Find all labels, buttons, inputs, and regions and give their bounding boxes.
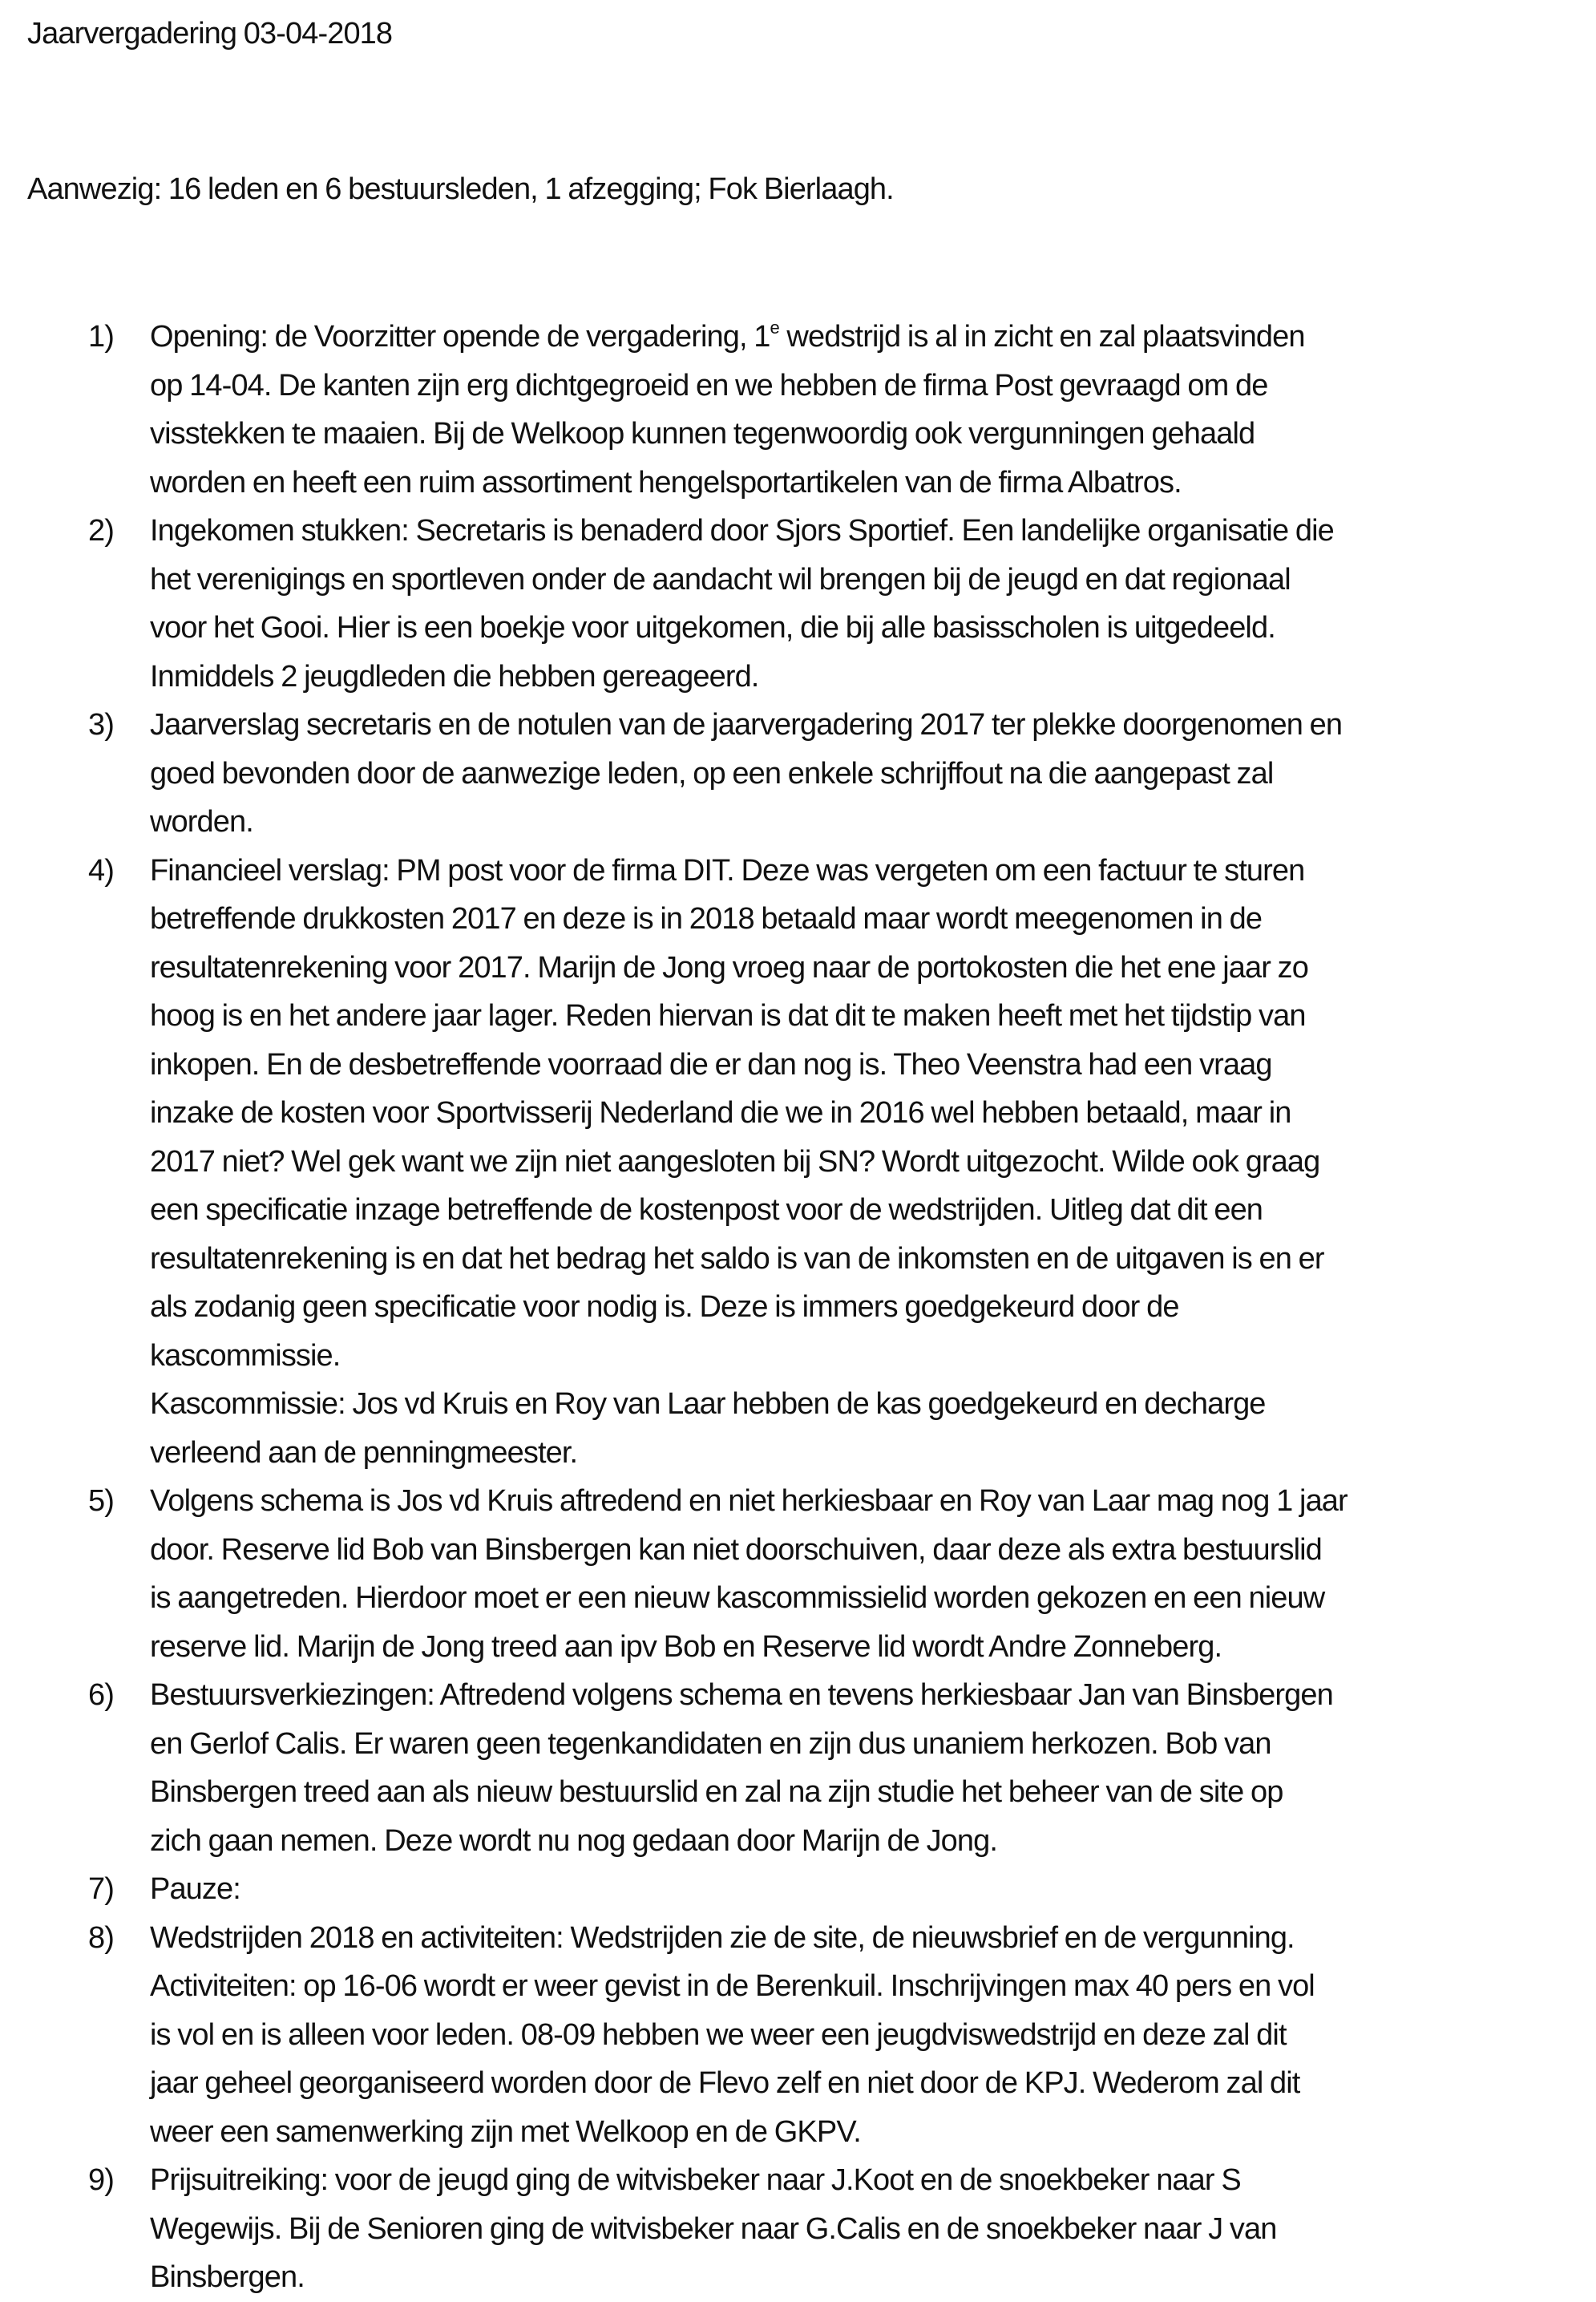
attendance-line: Aanwezig: 16 leden en 6 bestuursleden, 1 afzegging; Fok Bierlaagh. bbox=[27, 172, 894, 206]
text-line bbox=[150, 1477, 1596, 1526]
text-line bbox=[150, 1962, 1596, 2011]
agenda-item-text bbox=[150, 1865, 1596, 1914]
text-segment: is vol en is alleen voor leden. 08-09 hebben we weer een jeugdviswedstrijd en deze zal dit bbox=[150, 2017, 1287, 2052]
text-segment: Binsbergen. bbox=[150, 2260, 305, 2294]
text-segment: reserve lid. Marijn de Jong treed aan ipv Bob en Reserve lid wordt Andre Zonneberg. bbox=[150, 1629, 1222, 1664]
text-line bbox=[150, 847, 1596, 896]
agenda-item-text bbox=[150, 847, 1596, 1478]
text-segment: resultatenrekening is en dat het bedrag het saldo is van de inkomsten en de uitgaven is en er bbox=[150, 1241, 1324, 1276]
text-segment: resultatenrekening voor 2017. Marijn de Jong vroeg naar de portokosten die het ene jaar zo bbox=[150, 950, 1308, 985]
text-line bbox=[150, 1380, 1596, 1429]
agenda-item-number: 9) bbox=[88, 2163, 114, 2197]
text-segment: worden en heeft een ruim assortiment hengelsportartikelen van de firma Albatros. bbox=[150, 465, 1182, 500]
agenda-item-text bbox=[150, 1914, 1596, 2157]
text-line bbox=[150, 1623, 1596, 1672]
text-line bbox=[150, 1089, 1596, 1138]
agenda-item-number: 4) bbox=[88, 853, 114, 888]
text-segment: kascommissie. bbox=[150, 1338, 341, 1373]
text-segment: een specificatie inzage betreffende de kostenpost voor de wedstrijden. Uitleg dat dit een bbox=[150, 1193, 1263, 1227]
text-line bbox=[150, 1720, 1596, 1769]
text-line bbox=[150, 1332, 1596, 1381]
text-segment: Ingekomen stukken: Secretaris is benaderd door Sjors Sportief. Een landelijke organisatie die bbox=[150, 514, 1334, 548]
agenda-item-number: 3) bbox=[88, 708, 114, 742]
agenda-item-text bbox=[150, 1671, 1596, 1865]
text-segment: Volgens schema is Jos vd Kruis aftredend en niet herkiesbaar en Roy van Laar mag nog 1 jaar bbox=[150, 1484, 1348, 1518]
text-segment: Binsbergen treed aan als nieuw bestuurslid en zal na zijn studie het beheer van de site op bbox=[150, 1775, 1283, 1809]
text-line bbox=[150, 313, 1596, 362]
ordinal-superscript: e bbox=[770, 318, 780, 338]
text-line bbox=[150, 1574, 1596, 1623]
text-segment: wedstrijd is al in zicht en zal plaatsvinden bbox=[779, 320, 1305, 354]
text-line bbox=[150, 459, 1596, 508]
agenda-item-text bbox=[150, 1477, 1596, 1671]
text-segment: het verenigings en sportleven onder de aandacht wil brengen bij de jeugd en dat regionaal bbox=[150, 562, 1291, 597]
agenda-item bbox=[0, 2156, 1596, 2302]
text-line bbox=[150, 2156, 1596, 2205]
text-segment: is aangetreden. Hierdoor moet er een nieuw kascommissielid worden gekozen en een nieuw bbox=[150, 1581, 1325, 1615]
text-line bbox=[150, 1429, 1596, 1478]
text-line bbox=[150, 1914, 1596, 1963]
text-segment: Wegewijs. Bij de Senioren ging de witvisbeker naar G.Calis en de snoekbeker naar J van bbox=[150, 2211, 1277, 2246]
text-line bbox=[150, 507, 1596, 556]
text-segment: Activiteiten: op 16-06 wordt er weer gevist in de Berenkuil. Inschrijvingen max 40 pers en vol bbox=[150, 1969, 1315, 2003]
text-line bbox=[150, 362, 1596, 411]
text-segment: inzake de kosten voor Sportvisserij Nederland die we in 2016 wel hebben betaald, maar in bbox=[150, 1096, 1291, 1130]
agenda-list bbox=[0, 313, 1596, 2302]
text-segment: Jaarverslag secretaris en de notulen van de jaarvergadering 2017 ter plekke doorgenomen en bbox=[150, 708, 1343, 742]
text-segment: verleend aan de penningmeester. bbox=[150, 1435, 578, 1470]
agenda-item bbox=[0, 507, 1596, 701]
text-segment: en Gerlof Calis. Er waren geen tegenkandidaten en zijn dus unaniem herkozen. Bob van bbox=[150, 1726, 1271, 1761]
text-line bbox=[150, 604, 1596, 653]
text-segment: worden. bbox=[150, 805, 253, 839]
text-line bbox=[150, 895, 1596, 944]
text-segment: op 14-04. De kanten zijn erg dichtgegroeid en we hebben de firma Post gevraagd om de bbox=[150, 368, 1268, 403]
agenda-item-number: 6) bbox=[88, 1678, 114, 1712]
text-segment: Prijsuitreiking: voor de jeugd ging de witvisbeker naar J.Koot en de snoekbeker naar S bbox=[150, 2163, 1241, 2197]
text-segment: voor het Gooi. Hier is een boekje voor uitgekomen, die bij alle basisscholen is uitgedeeld. bbox=[150, 611, 1275, 645]
text-line bbox=[150, 798, 1596, 847]
agenda-item-number: 5) bbox=[88, 1484, 114, 1518]
agenda-item bbox=[0, 1914, 1596, 2157]
agenda-item bbox=[0, 1671, 1596, 1865]
text-segment: als zodanig geen specificatie voor nodig is. Deze is immers goedgekeurd door de bbox=[150, 1290, 1179, 1324]
text-line bbox=[150, 2108, 1596, 2157]
agenda-item-number: 1) bbox=[88, 320, 114, 354]
agenda-item-text bbox=[150, 313, 1596, 507]
document-title: Jaarvergadering 03-04-2018 bbox=[27, 17, 393, 51]
text-segment: Inmiddels 2 jeugdleden die hebben gereageerd. bbox=[150, 659, 759, 694]
text-line bbox=[150, 653, 1596, 702]
text-line bbox=[150, 1138, 1596, 1187]
text-segment: goed bevonden door de aanwezige leden, op een enkele schrijffout na die aangepast zal bbox=[150, 756, 1274, 791]
text-line bbox=[150, 1817, 1596, 1866]
text-segment: inkopen. En de desbetreffende voorraad die er dan nog is. Theo Veenstra had een vraag bbox=[150, 1047, 1272, 1082]
agenda-item-number: 7) bbox=[88, 1872, 114, 1906]
text-line bbox=[150, 1235, 1596, 1284]
text-segment: betreffende drukkosten 2017 en deze is in 2018 betaald maar wordt meegenomen in de bbox=[150, 902, 1263, 936]
text-line bbox=[150, 410, 1596, 459]
text-line bbox=[150, 556, 1596, 605]
text-line bbox=[150, 2205, 1596, 2254]
text-segment: weer een samenwerking zijn met Welkoop en de GKPV. bbox=[150, 2114, 861, 2149]
text-segment: Opening: de Voorzitter opende de vergadering, 1 bbox=[150, 320, 770, 354]
agenda-item bbox=[0, 847, 1596, 1478]
text-segment: Financieel verslag: PM post voor de firma DIT. Deze was vergeten om een factuur te sturen bbox=[150, 853, 1305, 888]
text-line bbox=[150, 701, 1596, 750]
agenda-item-text bbox=[150, 2156, 1596, 2302]
text-segment: Kascommissie: Jos vd Kruis en Roy van Laar hebben de kas goedgekeurd en decharge bbox=[150, 1387, 1266, 1421]
text-line bbox=[150, 1186, 1596, 1235]
agenda-item-number: 8) bbox=[88, 1920, 114, 1955]
agenda-item bbox=[0, 313, 1596, 507]
text-segment: hoog is en het andere jaar lager. Reden hiervan is dat dit te maken heeft met het tijdstip van bbox=[150, 999, 1306, 1033]
text-line bbox=[150, 2011, 1596, 2060]
agenda-item bbox=[0, 701, 1596, 847]
agenda-item bbox=[0, 1865, 1596, 1914]
text-line bbox=[150, 1768, 1596, 1817]
text-segment: Wedstrijden 2018 en activiteiten: Wedstrijden zie de site, de nieuwsbrief en de vergunning. bbox=[150, 1920, 1295, 1955]
text-line bbox=[150, 2253, 1596, 2302]
text-segment: jaar geheel georganiseerd worden door de Flevo zelf en niet door de KPJ. Wederom zal dit bbox=[150, 2066, 1300, 2100]
text-segment: Bestuursverkiezingen: Aftredend volgens schema en tevens herkiesbaar Jan van Binsbergen bbox=[150, 1678, 1333, 1712]
text-segment: door. Reserve lid Bob van Binsbergen kan niet doorschuiven, daar deze als extra bestuurslid bbox=[150, 1532, 1322, 1567]
agenda-item bbox=[0, 1477, 1596, 1671]
text-line bbox=[150, 1865, 1596, 1914]
text-segment: visstekken te maaien. Bij de Welkoop kunnen tegenwoordig ook vergunningen gehaald bbox=[150, 417, 1255, 451]
text-segment: Pauze: bbox=[150, 1872, 240, 1906]
text-line bbox=[150, 750, 1596, 799]
text-line bbox=[150, 944, 1596, 993]
text-line bbox=[150, 1041, 1596, 1090]
text-segment: zich gaan nemen. Deze wordt nu nog gedaan door Marijn de Jong. bbox=[150, 1823, 998, 1858]
text-line bbox=[150, 1526, 1596, 1575]
agenda-item-text bbox=[150, 507, 1596, 701]
text-line bbox=[150, 1283, 1596, 1332]
text-line bbox=[150, 992, 1596, 1041]
agenda-item-number: 2) bbox=[88, 514, 114, 548]
text-line bbox=[150, 2059, 1596, 2108]
text-line bbox=[150, 1671, 1596, 1720]
agenda-item-text bbox=[150, 701, 1596, 847]
text-segment: 2017 niet? Wel gek want we zijn niet aangesloten bij SN? Wordt uitgezocht. Wilde ook graag bbox=[150, 1144, 1320, 1179]
